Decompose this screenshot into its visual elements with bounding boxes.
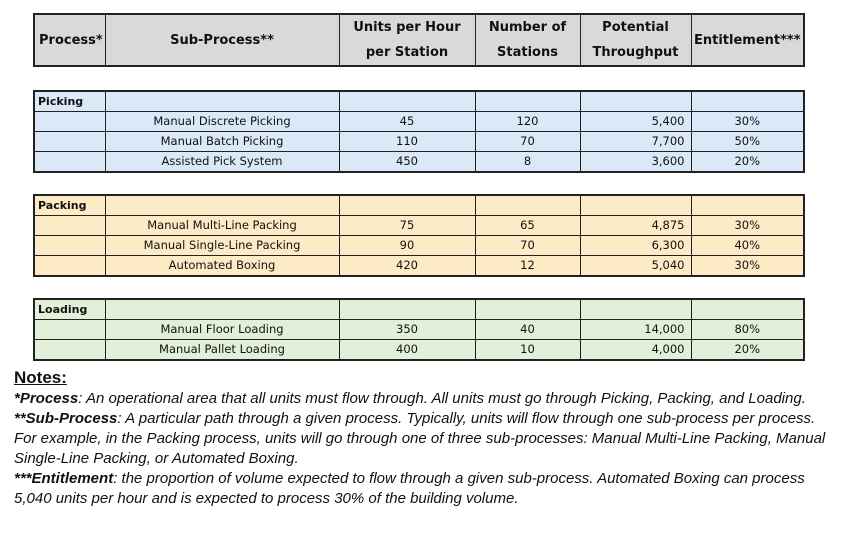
section-row-packing <box>34 195 804 216</box>
cell-stations: 120 <box>475 112 580 132</box>
cell-throughput: 6,300 <box>580 236 691 256</box>
note-term-entitlement: ***Entitlement <box>14 470 114 487</box>
cell-entitlement: 40% <box>691 236 804 256</box>
cell-stations: 70 <box>475 132 580 152</box>
cell-uph: 350 <box>339 320 475 340</box>
section-row-loading <box>34 299 804 320</box>
picking-table <box>33 90 805 173</box>
header-units-per-hour <box>339 14 475 66</box>
table-row <box>34 340 804 361</box>
table-row <box>34 320 804 340</box>
cell-uph: 110 <box>339 132 475 152</box>
table-row <box>34 236 804 256</box>
table-row <box>34 112 804 132</box>
notes-title: Notes: <box>14 368 67 387</box>
section-name-picking: Picking <box>34 91 105 112</box>
cell-entitlement: 20% <box>691 340 804 361</box>
table-row <box>34 152 804 173</box>
header-throughput-line2: Throughput <box>592 45 679 60</box>
cell-entitlement: 30% <box>691 216 804 236</box>
cell-sub-process: Manual Discrete Picking <box>105 112 339 132</box>
cell-stations: 12 <box>475 256 580 277</box>
cell-sub-process: Automated Boxing <box>105 256 339 277</box>
section-name-loading: Loading <box>34 299 105 320</box>
note-term-sub-process: **Sub-Process <box>14 410 118 427</box>
note-sub-process <box>14 409 826 469</box>
loading-table <box>33 298 805 361</box>
header-process: Process* <box>34 14 105 66</box>
section-name-packing: Packing <box>34 195 105 216</box>
cell-entitlement: 30% <box>691 112 804 132</box>
note-text-sub-process: : A particular path through a given process. Typically, units will flow through one sub-process per process. For example, in the Packing process, units will go through one of three sub-processes: Manual Multi-Line Packing, Manual Single-Line Packing, or Automated Boxing. <box>14 410 826 467</box>
header-row <box>34 14 804 66</box>
table-row <box>34 256 804 277</box>
cell-throughput: 3,600 <box>580 152 691 173</box>
cell-entitlement: 20% <box>691 152 804 173</box>
table-row <box>34 216 804 236</box>
table-row <box>34 132 804 152</box>
cell-throughput: 5,040 <box>580 256 691 277</box>
header-stations-line2: Stations <box>497 45 558 60</box>
cell-sub-process: Assisted Pick System <box>105 152 339 173</box>
header-table <box>33 13 805 67</box>
cell-uph: 420 <box>339 256 475 277</box>
cell-uph: 75 <box>339 216 475 236</box>
packing-table <box>33 194 805 277</box>
header-units-line1: Units per Hour <box>353 20 461 35</box>
cell-entitlement: 80% <box>691 320 804 340</box>
cell-stations: 8 <box>475 152 580 173</box>
cell-throughput: 5,400 <box>580 112 691 132</box>
notes-section <box>14 368 826 509</box>
cell-entitlement: 50% <box>691 132 804 152</box>
cell-throughput: 4,875 <box>580 216 691 236</box>
cell-sub-process: Manual Pallet Loading <box>105 340 339 361</box>
cell-throughput: 4,000 <box>580 340 691 361</box>
cell-stations: 65 <box>475 216 580 236</box>
note-entitlement <box>14 469 826 509</box>
cell-sub-process: Manual Floor Loading <box>105 320 339 340</box>
header-sub-process: Sub-Process** <box>105 14 339 66</box>
cell-entitlement: 30% <box>691 256 804 277</box>
cell-stations: 70 <box>475 236 580 256</box>
header-entitlement: Entitlement*** <box>691 14 804 66</box>
cell-uph: 400 <box>339 340 475 361</box>
header-units-line2: per Station <box>365 45 449 60</box>
note-text-entitlement: : the proportion of volume expected to flow through a given sub-process. Automated Boxing can process 5,040 units per hour and is expected to process 30% of the building volume. <box>14 470 805 507</box>
cell-uph: 45 <box>339 112 475 132</box>
cell-throughput: 7,700 <box>580 132 691 152</box>
header-stations-line1: Number of <box>488 20 567 35</box>
header-throughput-line1: Potential <box>602 20 669 35</box>
cell-uph: 90 <box>339 236 475 256</box>
cell-stations: 10 <box>475 340 580 361</box>
header-num-stations <box>475 14 580 66</box>
cell-sub-process: Manual Single-Line Packing <box>105 236 339 256</box>
header-throughput <box>580 14 691 66</box>
section-row-picking <box>34 91 804 112</box>
cell-stations: 40 <box>475 320 580 340</box>
note-term-process: *Process <box>14 390 79 407</box>
cell-uph: 450 <box>339 152 475 173</box>
note-process <box>14 389 826 409</box>
cell-sub-process: Manual Batch Picking <box>105 132 339 152</box>
cell-throughput: 14,000 <box>580 320 691 340</box>
cell-sub-process: Manual Multi-Line Packing <box>105 216 339 236</box>
note-text-process: : An operational area that all units must flow through. All units must go through Picking, Packing, and Loading. <box>78 390 806 407</box>
